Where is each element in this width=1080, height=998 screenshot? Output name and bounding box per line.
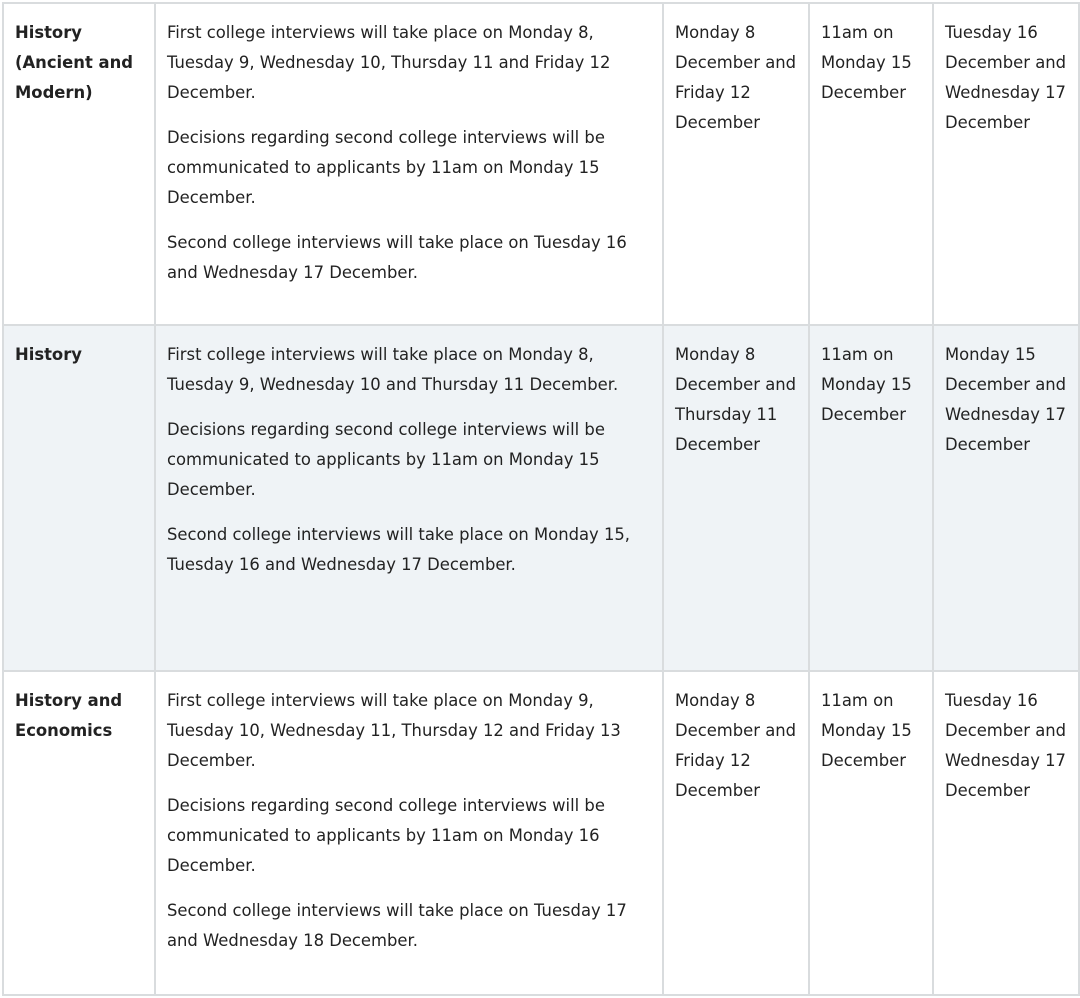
details-paragraph: First college interviews will take place on Monday 8, Tuesday 9, Wednesday 10 and Thursday 11 December. — [167, 345, 619, 394]
details-paragraph: Second college interviews will take place on Tuesday 16 and Wednesday 17 December. — [167, 233, 627, 282]
decisions-cell: 11am on Monday 15 December — [809, 325, 933, 671]
details-paragraph: Decisions regarding second college interviews will be communicated to applicants by 11am on Monday 16 December. — [167, 796, 605, 875]
details-cell — [155, 671, 663, 995]
subject-cell: History and Economics — [3, 671, 155, 995]
details-paragraph: Decisions regarding second college interviews will be communicated to applicants by 11am on Monday 15 December. — [167, 128, 605, 207]
table-row — [3, 3, 1079, 325]
second-interviews-cell: Tuesday 16 December and Wednesday 17 December — [933, 671, 1079, 995]
details-cell — [155, 3, 663, 325]
table-row — [3, 671, 1079, 995]
details-paragraph: Second college interviews will take place on Tuesday 17 and Wednesday 18 December. — [167, 901, 627, 950]
subject-cell: History (Ancient and Modern) — [3, 3, 155, 325]
table-row — [3, 325, 1079, 671]
details-paragraph: First college interviews will take place on Monday 8, Tuesday 9, Wednesday 10, Thursday 11 and Friday 12 December. — [167, 23, 611, 102]
first-interviews-cell: Monday 8 December and Thursday 11 December — [663, 325, 809, 671]
details-paragraph: Decisions regarding second college interviews will be communicated to applicants by 11am on Monday 15 December. — [167, 420, 605, 499]
decisions-cell: 11am on Monday 15 December — [809, 3, 933, 325]
decisions-cell: 11am on Monday 15 December — [809, 671, 933, 995]
second-interviews-cell: Tuesday 16 December and Wednesday 17 December — [933, 3, 1079, 325]
details-paragraph: First college interviews will take place on Monday 9, Tuesday 10, Wednesday 11, Thursday 12 and Friday 13 December. — [167, 691, 621, 770]
first-interviews-cell: Monday 8 December and Friday 12 December — [663, 3, 809, 325]
second-interviews-cell: Monday 15 December and Wednesday 17 December — [933, 325, 1079, 671]
interview-schedule-table — [2, 2, 1080, 996]
subject-cell: History — [3, 325, 155, 671]
details-cell — [155, 325, 663, 671]
first-interviews-cell: Monday 8 December and Friday 12 December — [663, 671, 809, 995]
details-paragraph: Second college interviews will take place on Monday 15, Tuesday 16 and Wednesday 17 December. — [167, 525, 631, 574]
